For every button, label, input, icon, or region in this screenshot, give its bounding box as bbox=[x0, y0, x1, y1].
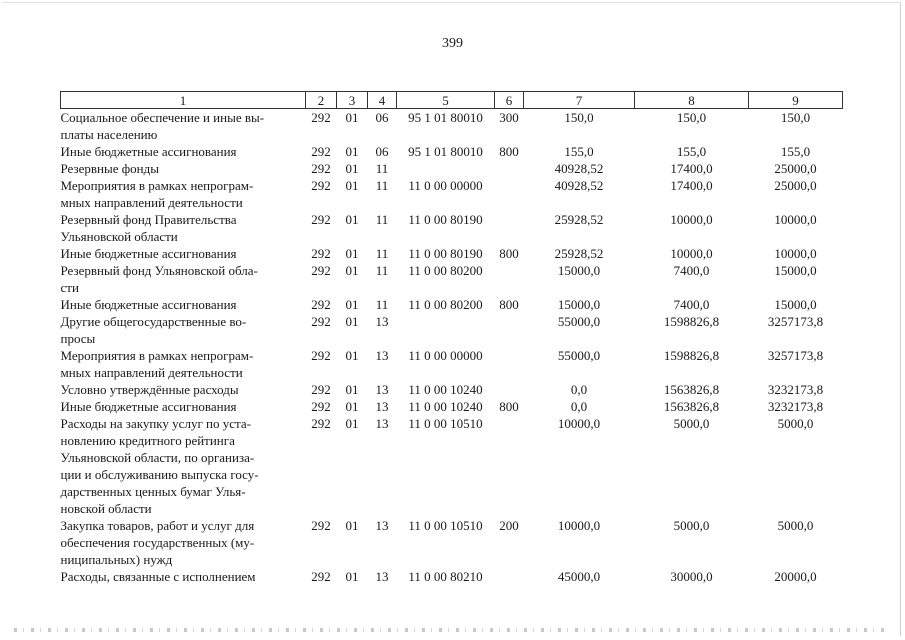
table-row bbox=[61, 160, 843, 177]
header-cell: 9 bbox=[749, 92, 843, 109]
row-label: Резервный фонд Ульяновской обла- сти bbox=[60, 263, 258, 295]
target-item-code: 95 1 01 80010 bbox=[408, 110, 483, 125]
amount-col-8: 150,0 bbox=[676, 110, 707, 125]
header-cell: 3 bbox=[337, 92, 368, 109]
amount-col-9: 155,0 bbox=[780, 144, 811, 159]
amount-col-7: 155,0 bbox=[564, 144, 594, 159]
amount-col-7: 150,0 bbox=[564, 110, 594, 125]
table-row bbox=[61, 313, 843, 347]
ministry-code: 292 bbox=[311, 297, 331, 312]
header-row bbox=[61, 92, 843, 109]
section-code: 01 bbox=[345, 178, 359, 193]
amount-col-7: 0,0 bbox=[570, 399, 588, 414]
expense-type-code: 800 bbox=[499, 144, 519, 159]
section-code: 01 bbox=[345, 569, 359, 584]
amount-col-7: 25928,52 bbox=[554, 212, 604, 227]
amount-col-8: 1563826,8 bbox=[663, 399, 720, 414]
ministry-code: 292 bbox=[311, 314, 331, 329]
amount-col-8: 1598826,8 bbox=[663, 348, 720, 363]
amount-col-9: 3257173,8 bbox=[767, 314, 824, 329]
table-row bbox=[61, 177, 843, 211]
ministry-code: 292 bbox=[311, 212, 331, 227]
header-cell: 8 bbox=[635, 92, 749, 109]
amount-col-9: 25000,0 bbox=[774, 161, 817, 176]
target-item-code: 11 0 00 00000 bbox=[408, 178, 483, 193]
row-label: Иные бюджетные ассигнования bbox=[60, 399, 237, 414]
amount-col-9: 15000,0 bbox=[774, 263, 817, 278]
row-label: Резервный фонд Правительства Ульяновской области bbox=[60, 212, 237, 244]
target-item-code: 11 0 00 80190 bbox=[408, 212, 483, 227]
section-code: 01 bbox=[345, 263, 359, 278]
header-cell: 6 bbox=[495, 92, 524, 109]
amount-col-8: 10000,0 bbox=[670, 246, 713, 261]
target-item-code: 11 0 00 80200 bbox=[408, 263, 483, 278]
table-row bbox=[61, 109, 843, 144]
target-item-code: 11 0 00 00000 bbox=[408, 348, 483, 363]
table-body bbox=[61, 109, 843, 586]
header-cell: 5 bbox=[397, 92, 495, 109]
amount-col-9: 3232173,8 bbox=[767, 382, 824, 397]
target-item-code bbox=[397, 313, 495, 347]
amount-col-8: 1598826,8 bbox=[663, 314, 720, 329]
expense-type-code: 200 bbox=[499, 518, 519, 533]
amount-col-9: 25000,0 bbox=[774, 178, 817, 193]
ministry-code: 292 bbox=[311, 569, 331, 584]
table-row bbox=[61, 381, 843, 398]
subsection-code: 11 bbox=[375, 246, 389, 261]
row-label: Расходы на закупку услуг по уста- новлению кредитного рейтинга Ульяновской области, по организа- ции и обслуживанию выпуска госу- дарственных ценных бумаг Улья- новской области bbox=[60, 416, 259, 516]
amount-col-8: 7400,0 bbox=[673, 297, 710, 312]
amount-col-8: 1563826,8 bbox=[663, 382, 720, 397]
amount-col-7: 40928,52 bbox=[554, 161, 604, 176]
header-cell: 4 bbox=[368, 92, 397, 109]
ministry-code: 292 bbox=[311, 178, 331, 193]
subsection-code: 06 bbox=[375, 144, 389, 159]
expense-type-code bbox=[495, 381, 524, 398]
row-label: Иные бюджетные ассигнования bbox=[60, 297, 237, 312]
expense-type-code: 300 bbox=[499, 110, 519, 125]
amount-col-7: 15000,0 bbox=[557, 297, 601, 312]
section-code: 01 bbox=[345, 246, 359, 261]
scan-noise bbox=[14, 628, 889, 632]
amount-col-9: 10000,0 bbox=[774, 212, 817, 227]
amount-col-8: 17400,0 bbox=[670, 178, 713, 193]
subsection-code: 13 bbox=[375, 382, 389, 397]
target-item-code: 11 0 00 10240 bbox=[408, 382, 483, 397]
subsection-code: 13 bbox=[375, 314, 389, 329]
row-label: Мероприятия в рамках непрограм- мных направлений деятельности bbox=[60, 348, 254, 380]
subsection-code: 13 bbox=[375, 348, 389, 363]
subsection-code: 11 bbox=[375, 212, 389, 227]
table-row bbox=[61, 517, 843, 568]
amount-col-7: 55000,0 bbox=[557, 314, 601, 329]
header-cell: 7 bbox=[524, 92, 635, 109]
ministry-code: 292 bbox=[311, 144, 331, 159]
expense-type-code bbox=[495, 415, 524, 517]
amount-col-8: 5000,0 bbox=[673, 518, 710, 533]
amount-col-7: 55000,0 bbox=[557, 348, 601, 363]
row-label: Условно утверждённые расходы bbox=[60, 382, 239, 397]
section-code: 01 bbox=[345, 348, 359, 363]
expense-type-code bbox=[495, 347, 524, 381]
target-item-code: 11 0 00 80190 bbox=[408, 246, 483, 261]
subsection-code: 13 bbox=[375, 569, 389, 584]
section-code: 01 bbox=[345, 144, 359, 159]
amount-col-9: 20000,0 bbox=[774, 569, 817, 584]
expense-type-code bbox=[495, 211, 524, 245]
amount-col-7: 15000,0 bbox=[557, 263, 601, 278]
subsection-code: 13 bbox=[375, 518, 389, 533]
row-label: Резервные фонды bbox=[60, 161, 159, 176]
row-label: Другие общегосударственные во- просы bbox=[60, 314, 247, 346]
expense-type-code: 800 bbox=[499, 246, 519, 261]
table-row bbox=[61, 262, 843, 296]
amount-col-8: 5000,0 bbox=[673, 416, 710, 431]
section-code: 01 bbox=[345, 297, 359, 312]
table-row bbox=[61, 245, 843, 262]
table-row bbox=[61, 415, 843, 517]
amount-col-9: 3257173,8 bbox=[767, 348, 824, 363]
expense-type-code: 800 bbox=[499, 297, 519, 312]
expense-type-code bbox=[495, 160, 524, 177]
expense-type-code bbox=[495, 177, 524, 211]
amount-col-9: 150,0 bbox=[780, 110, 811, 125]
amount-col-9: 5000,0 bbox=[777, 518, 814, 533]
ministry-code: 292 bbox=[311, 348, 331, 363]
amount-col-7: 45000,0 bbox=[557, 569, 601, 584]
subsection-code: 13 bbox=[375, 416, 389, 431]
target-item-code: 11 0 00 80200 bbox=[408, 297, 483, 312]
amount-col-8: 30000,0 bbox=[670, 569, 713, 584]
table-row bbox=[61, 143, 843, 160]
target-item-code bbox=[397, 160, 495, 177]
ministry-code: 292 bbox=[311, 416, 331, 431]
table-row bbox=[61, 347, 843, 381]
section-code: 01 bbox=[345, 314, 359, 329]
ministry-code: 292 bbox=[311, 161, 331, 176]
section-code: 01 bbox=[345, 416, 359, 431]
row-label: Закупка товаров, работ и услуг для обеспечения государственных (му- ниципальных) нужд bbox=[60, 518, 255, 567]
amount-col-9: 3232173,8 bbox=[767, 399, 824, 414]
ministry-code: 292 bbox=[311, 110, 331, 125]
target-item-code: 11 0 00 10240 bbox=[408, 399, 483, 414]
amount-col-7: 10000,0 bbox=[557, 416, 601, 431]
amount-col-7: 10000,0 bbox=[557, 518, 601, 533]
target-item-code: 11 0 00 10510 bbox=[408, 416, 483, 431]
table-row bbox=[61, 211, 843, 245]
ministry-code: 292 bbox=[311, 263, 331, 278]
ministry-code: 292 bbox=[311, 382, 331, 397]
section-code: 01 bbox=[345, 518, 359, 533]
amount-col-8: 17400,0 bbox=[670, 161, 713, 176]
target-item-code: 95 1 01 80010 bbox=[408, 144, 483, 159]
table-row bbox=[61, 398, 843, 415]
subsection-code: 11 bbox=[375, 297, 389, 312]
subsection-code: 11 bbox=[375, 263, 389, 278]
page-number: 399 bbox=[442, 36, 463, 51]
target-item-code: 11 0 00 10510 bbox=[408, 518, 483, 533]
ministry-code: 292 bbox=[311, 246, 331, 261]
expense-type-code bbox=[495, 568, 524, 585]
subsection-code: 06 bbox=[375, 110, 389, 125]
section-code: 01 bbox=[345, 399, 359, 414]
ministry-code: 292 bbox=[311, 399, 331, 414]
amount-col-9: 15000,0 bbox=[774, 297, 817, 312]
section-code: 01 bbox=[345, 161, 359, 176]
subsection-code: 13 bbox=[375, 399, 389, 414]
amount-col-7: 40928,52 bbox=[554, 178, 604, 193]
row-label: Иные бюджетные ассигнования bbox=[60, 246, 237, 261]
amount-col-8: 7400,0 bbox=[673, 263, 710, 278]
expense-type-code bbox=[495, 313, 524, 347]
row-label: Мероприятия в рамках непрограм- мных направлений деятельности bbox=[60, 178, 254, 210]
target-item-code: 11 0 00 80210 bbox=[408, 569, 483, 584]
amount-col-9: 5000,0 bbox=[777, 416, 814, 431]
subsection-code: 11 bbox=[375, 178, 389, 193]
row-label: Иные бюджетные ассигнования bbox=[60, 144, 237, 159]
expense-type-code bbox=[495, 262, 524, 296]
amount-col-8: 10000,0 bbox=[670, 212, 713, 227]
amount-col-7: 0,0 bbox=[570, 382, 588, 397]
table-row bbox=[61, 296, 843, 313]
amount-col-9: 10000,0 bbox=[774, 246, 817, 261]
amount-col-8: 155,0 bbox=[676, 144, 707, 159]
subsection-code: 11 bbox=[375, 161, 389, 176]
ministry-code: 292 bbox=[311, 518, 331, 533]
budget-table bbox=[60, 91, 843, 585]
table-row bbox=[61, 568, 843, 585]
header-cell: 2 bbox=[306, 92, 337, 109]
row-label: Расходы, связанные с исполнением bbox=[60, 569, 256, 584]
section-code: 01 bbox=[345, 212, 359, 227]
section-code: 01 bbox=[345, 382, 359, 397]
header-cell: 1 bbox=[61, 92, 306, 109]
row-label: Социальное обеспечение и иные вы- платы населению bbox=[60, 110, 265, 142]
expense-type-code: 800 bbox=[499, 399, 519, 414]
section-code: 01 bbox=[345, 110, 359, 125]
amount-col-7: 25928,52 bbox=[554, 246, 604, 261]
